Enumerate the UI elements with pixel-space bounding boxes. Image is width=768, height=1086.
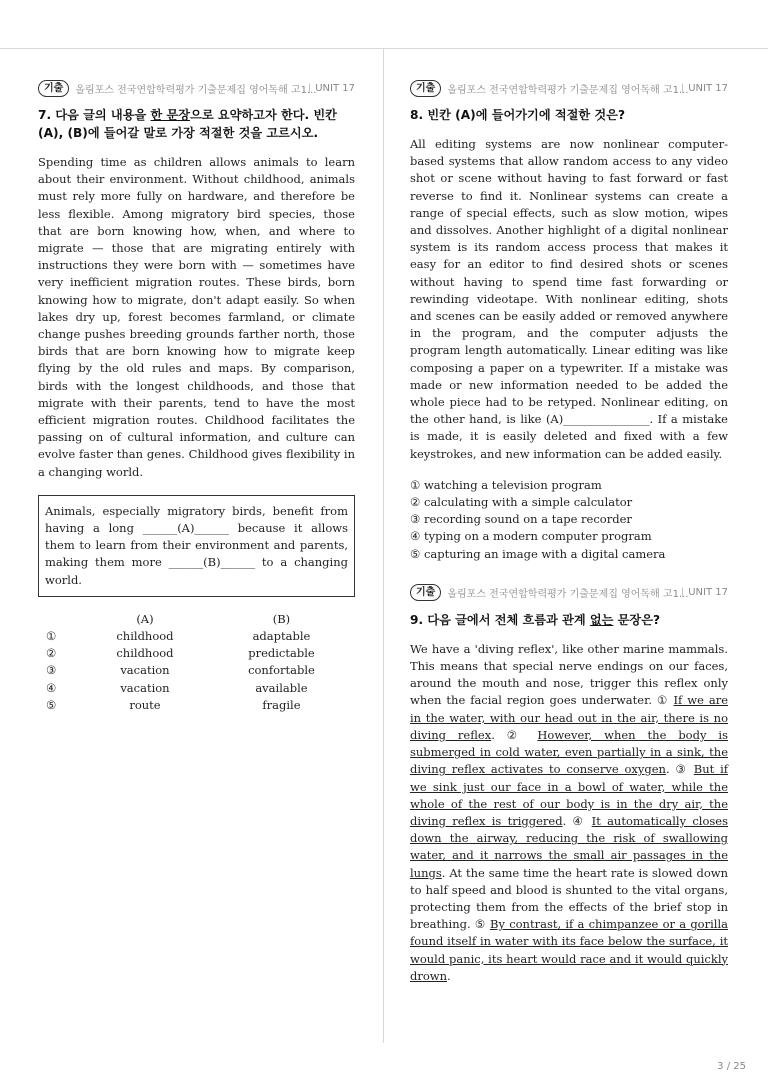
question-9-title: 9. 다음 글에서 전체 흐름과 관계 없는 문장은? xyxy=(410,612,661,627)
source-label: 올림포스 전국연합학력평가 기출문제집 영어독해 고1... xyxy=(447,589,689,601)
unit-label: | UNIT 17 xyxy=(681,83,728,94)
top-divider xyxy=(0,48,768,49)
option-4[interactable]: ④ typing on a modern computer program xyxy=(410,529,652,544)
answer-a: route xyxy=(129,697,161,712)
answer-b: predictable xyxy=(248,646,315,661)
page-number: 3 / 25 xyxy=(717,1061,746,1072)
column-divider xyxy=(383,48,384,1043)
question-8-options xyxy=(410,477,728,563)
column-a-header: (A) xyxy=(136,611,154,626)
answer-a: childhood xyxy=(116,629,174,644)
answer-a: vacation xyxy=(120,663,170,678)
answer-b: fragile xyxy=(262,697,301,712)
option-5[interactable]: ⑤ capturing an image with a digital camera xyxy=(410,546,666,561)
answer-table xyxy=(38,611,355,714)
source-label: 올림포스 전국연합학력평가 기출문제집 영어독해 고1... xyxy=(75,84,317,96)
question-9-passage: We have a 'diving reflex', like other marine mammals. This means that special nerve endings on our faces, around the mouth and nose, trigger this reflex only when the facial region goes underwater. ① If we are in the water, with our head out in the air, there is no diving reflex. ② However, when the body is submerged in cold water, even partially in a sink, the diving reflex activates to conserve oxygen. ③ But if we sink just our face in a bowl of water, while the whole of the rest of our body is in the dry air, the diving reflex is triggered. ④ It automatically closes down the airway, reducing the risk of swallowing water, and it narrows the small air passages in the lungs. At the same time the heart rate is slowed down to half speed and blood is shunted to the vital organs, protecting them from the effects of the brief stop in breathing. ⑤ By contrast, if a chimpanzee or a gorilla found itself in water with its face below the surface, it would panic, its heart would race and it would quickly drown. xyxy=(410,641,729,983)
exam-badge: 기출 xyxy=(38,80,69,97)
question-7-passage: Spending time as children allows animals to learn about their environment. Without childhood, animals must rely more fully on hardware, and therefore be less flexible. Among migratory bird species, those that are born knowing how, when, and where to migrate — those that are migrating entirely with instructions they were born with — sometimes have very inefficient migration routes. These birds, born knowing how to migrate, don't adapt easily. So when lakes dry up, forest becomes farmland, or climate change pushes breeding grounds farther north, those birds that are born knowing how to migrate keep flying by the old rules and maps. By comparison, birds with the longest childhoods, and those that migrate with their parents, tend to have the most efficient migration routes. Childhood facilitates the passing on of cultural information, and culture can evolve faster than genes. Childhood gives flexibility in a changing world. xyxy=(38,155,355,479)
question-7-header xyxy=(38,78,355,98)
right-column xyxy=(410,78,728,985)
summary-box: Animals, especially migratory birds, benefit from having a long ______(A)______ because it allows them to learn from their environment and parents, making them more ______(B)______ to a changing world. xyxy=(38,495,355,597)
answer-number: ① xyxy=(46,629,57,644)
sentence-4: It automatically closes down the airway, reducing the risk of swallowing water, and it narrows the small air passages in the lungs xyxy=(410,813,728,880)
answer-number: ③ xyxy=(46,663,57,678)
answer-number: ④ xyxy=(46,680,57,695)
question-8-header xyxy=(410,78,728,98)
column-b-header: (B) xyxy=(272,611,291,626)
answer-b: confortable xyxy=(248,663,315,678)
question-8-passage: All editing systems are now nonlinear computer-based systems that allow random access to any video shot or scene without having to fast forward or fast reverse to find it. Nonlinear systems can create a range of special effects, such as slow motion, wipes and dissolves. Another highlight of a digital nonlinear system is its random access process that makes it easy for an editor to find desired shots or scenes without having to spend time fast forwarding or rewinding videotape. With nonlinear editing, shots and scenes can be easily added or removed anywhere in the program, and the computer adjusts the program length automatically. Linear editing was like composing a paper on a typewriter. If a mistake was made or new information needed to be added the whole piece had to be retyped. Nonlinear editing, on the other hand, is like (A)_______________. If a mistake is made, it is easily deleted and fixed with a few keystrokes, and new information can be added easily. xyxy=(410,137,728,461)
exam-badge: 기출 xyxy=(410,80,441,97)
answer-table-header xyxy=(38,611,355,628)
left-column xyxy=(38,78,355,714)
sentence-2: However, when the body is submerged in cold water, even partially in a sink, the diving reflex activates to conserve oxygen xyxy=(410,727,728,777)
sentence-5: By contrast, if a chimpanzee or a gorilla found itself in water with its face below the surface, it would panic, its heart would race and it would quickly drown xyxy=(410,917,728,983)
option-3[interactable]: ③ recording sound on a tape recorder xyxy=(410,512,632,527)
sentence-3: But if we sink just our face in a bowl of water, while the whole of the rest of our body is in the dry air, the diving reflex is triggered xyxy=(410,762,729,828)
sentence-1: If we are in the water, with our head out in the air, there is no diving reflex xyxy=(410,693,729,742)
answer-b: adaptable xyxy=(252,629,311,644)
answer-row[interactable] xyxy=(38,662,355,679)
unit-label: | UNIT 17 xyxy=(681,587,728,598)
answer-number: ② xyxy=(46,646,57,661)
option-1[interactable]: ① watching a television program xyxy=(410,477,602,492)
source-label: 올림포스 전국연합학력평가 기출문제집 영어독해 고1... xyxy=(447,84,689,96)
answer-a: childhood xyxy=(116,646,174,661)
question-8-title: 8. 빈칸 (A)에 들어가기에 적절한 것은? xyxy=(410,108,626,122)
answer-row[interactable] xyxy=(38,628,355,645)
answer-row[interactable] xyxy=(38,697,355,714)
answer-b: available xyxy=(255,680,308,695)
question-7-title: 7. 다음 글의 내용을 한 문장으로 요약하고자 한다. 빈칸 (A), (B)에 들어갈 말로 가장 적절한 것을 고르시오. xyxy=(38,108,337,140)
answer-row[interactable] xyxy=(38,645,355,662)
exam-badge: 기출 xyxy=(410,584,441,601)
question-9-header xyxy=(410,583,728,603)
option-2[interactable]: ② calculating with a simple calculator xyxy=(410,495,633,510)
answer-number: ⑤ xyxy=(46,697,57,712)
answer-row[interactable] xyxy=(38,680,355,697)
unit-label: | UNIT 17 xyxy=(308,83,355,94)
answer-a: vacation xyxy=(120,680,170,695)
